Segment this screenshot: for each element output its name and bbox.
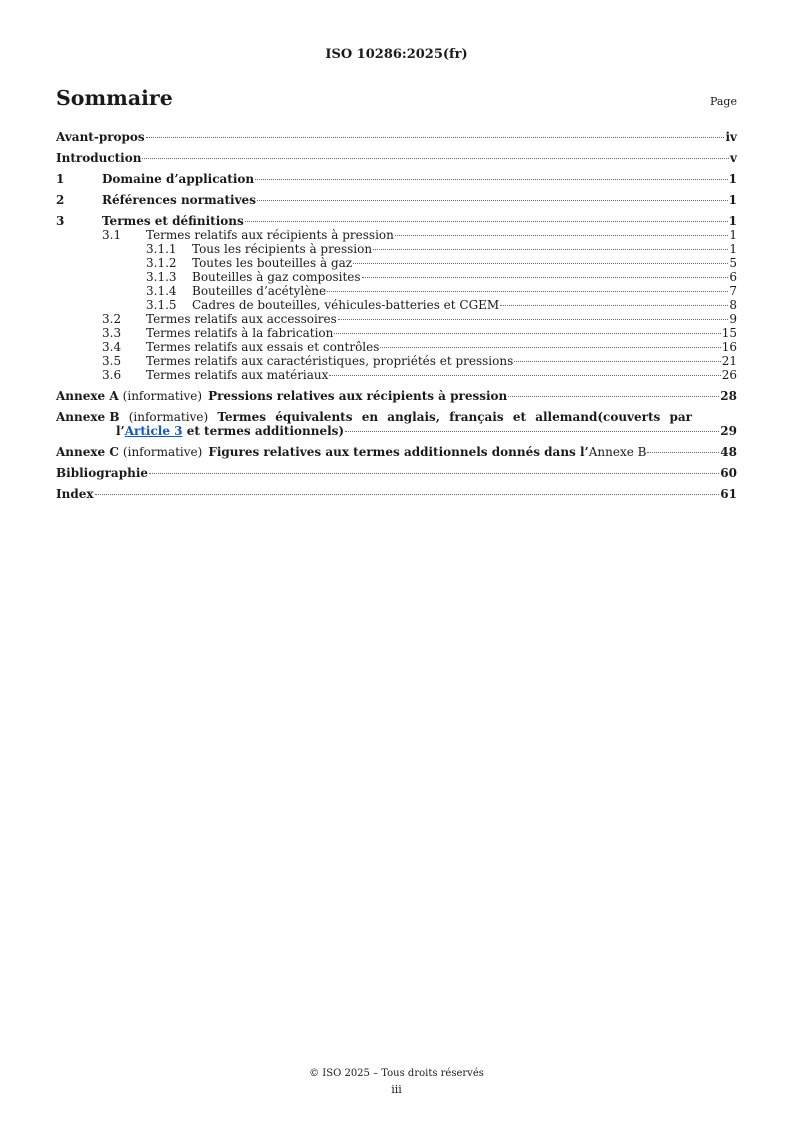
annex-kind: (informative) bbox=[128, 410, 209, 424]
toc-page-number: 1 bbox=[728, 172, 737, 186]
annex-title-word: et bbox=[512, 410, 526, 424]
toc-entry-section-3-1-2[interactable] bbox=[56, 256, 737, 270]
annex-b-second-line bbox=[56, 424, 737, 438]
toc-page-number: 61 bbox=[720, 487, 737, 501]
annex-title-word: équivalents bbox=[275, 410, 353, 424]
toc-page-number: 29 bbox=[720, 424, 737, 438]
toc-entry-number: 3.1.4 bbox=[146, 284, 177, 298]
annex-title-word: en bbox=[361, 410, 379, 424]
annex-title-word: allemand(couverts bbox=[535, 410, 661, 424]
dot-leader bbox=[257, 200, 728, 201]
dot-leader bbox=[514, 361, 720, 362]
dot-leader bbox=[508, 396, 719, 397]
toc-entry-section-3-4[interactable] bbox=[56, 340, 737, 354]
dot-leader bbox=[647, 452, 719, 453]
toc-entry-text: Termes relatifs à la fabrication bbox=[146, 326, 334, 340]
copyright-notice: © ISO 2025 – Tous droits réservés bbox=[309, 1068, 484, 1079]
toc-entry-section-3[interactable] bbox=[56, 214, 737, 228]
toc-entry-section-3-1-1[interactable] bbox=[56, 242, 737, 256]
toc-entry-number: 3.3 bbox=[102, 326, 122, 340]
toc-entry-number: 3.1.5 bbox=[146, 298, 177, 312]
toc-entry-section-3-2[interactable] bbox=[56, 312, 737, 326]
dot-leader bbox=[395, 235, 728, 236]
toc-entry-number: 3.1.1 bbox=[146, 242, 177, 256]
toc-entry-text: Figures relatives aux termes additionnels donnés dans l’ bbox=[208, 445, 589, 459]
toc-entry-text: Cadres de bouteilles, véhicules-batteries et CGEM bbox=[192, 298, 500, 312]
toc-entry-annexe-c[interactable] bbox=[56, 445, 737, 459]
annex-reference: Annexe B bbox=[588, 445, 647, 459]
dot-leader bbox=[373, 249, 728, 250]
dot-leader bbox=[380, 347, 720, 348]
dot-leader bbox=[345, 431, 719, 432]
dot-leader bbox=[353, 263, 728, 264]
toc-entry-section-3-3[interactable] bbox=[56, 326, 737, 340]
page-column-label: Page bbox=[709, 95, 737, 108]
toc-entry-text: Index bbox=[56, 487, 94, 501]
toc-page-number: 60 bbox=[720, 466, 737, 480]
annex-b-first-line bbox=[56, 410, 692, 424]
toc-page-number: 1 bbox=[728, 214, 737, 228]
toc-entry-number: 3.1.3 bbox=[146, 270, 177, 284]
toc-entry-text: Tous les récipients à pression bbox=[192, 242, 373, 256]
toc-entry-text: Bibliographie bbox=[56, 466, 149, 480]
toc-entry-text: Références normatives bbox=[102, 193, 256, 207]
toc-entry-number: 3.1.2 bbox=[146, 256, 177, 270]
toc-page-number: 1 bbox=[729, 242, 737, 256]
toc-entry-section-3-1-3[interactable] bbox=[56, 270, 737, 284]
toc-entry-text: Termes et définitions bbox=[102, 214, 244, 228]
toc-page-number: 7 bbox=[729, 284, 737, 298]
toc-entry-text: Termes relatifs aux accessoires bbox=[146, 312, 337, 326]
toc-entry-text: Avant-propos bbox=[56, 130, 145, 144]
dot-leader bbox=[255, 179, 728, 180]
toc-entry-number: 3 bbox=[56, 214, 65, 228]
dot-leader bbox=[95, 494, 720, 495]
table-of-contents bbox=[56, 130, 737, 501]
toc-page-number: iv bbox=[725, 130, 737, 144]
dot-leader bbox=[329, 375, 720, 376]
toc-page-number: 15 bbox=[721, 326, 737, 340]
toc-entry-annexe-a[interactable] bbox=[56, 389, 737, 403]
annex-title-prefix: l’ bbox=[116, 424, 125, 438]
toc-entry-text: Pressions relatives aux récipients à pression bbox=[208, 389, 508, 403]
toc-page-number: 48 bbox=[720, 445, 737, 459]
dot-leader bbox=[500, 305, 728, 306]
annex-title-word: par bbox=[669, 410, 692, 424]
toc-entry-text: Termes relatifs aux récipients à pression bbox=[146, 228, 394, 242]
document-header: ISO 10286:2025(fr) bbox=[325, 47, 468, 62]
page-title: Sommaire bbox=[56, 86, 173, 110]
dot-leader bbox=[149, 473, 719, 474]
toc-entry-section-3-1-5[interactable] bbox=[56, 298, 737, 312]
page-footer bbox=[0, 1068, 793, 1096]
annex-label: Annexe C bbox=[56, 445, 119, 459]
toc-page-number: 21 bbox=[721, 354, 737, 368]
annex-title-word: anglais, bbox=[387, 410, 440, 424]
toc-page-number: 1 bbox=[728, 193, 737, 207]
dot-leader bbox=[362, 277, 729, 278]
annex-title-suffix: et termes additionnels) bbox=[182, 424, 345, 438]
toc-page-number: 1 bbox=[729, 228, 737, 242]
toc-page-number: v bbox=[730, 151, 737, 165]
toc-entry-number: 1 bbox=[56, 172, 65, 186]
toc-entry-avant-propos[interactable] bbox=[56, 130, 737, 144]
toc-entry-text: Termes relatifs aux caractéristiques, propriétés et pressions bbox=[146, 354, 514, 368]
toc-page-number: 9 bbox=[729, 312, 737, 326]
toc-entry-text: Domaine d’application bbox=[102, 172, 255, 186]
toc-entry-introduction[interactable] bbox=[56, 151, 737, 165]
title-row bbox=[56, 86, 737, 110]
annex-title-word: français bbox=[449, 410, 504, 424]
dot-leader bbox=[327, 291, 728, 292]
dot-leader bbox=[334, 333, 720, 334]
toc-entry-section-3-1[interactable] bbox=[56, 228, 737, 242]
toc-entry-text: Toutes les bouteilles à gaz bbox=[192, 256, 353, 270]
toc-entry-section-3-5[interactable] bbox=[56, 354, 737, 368]
annex-title-word: Termes bbox=[217, 410, 266, 424]
dot-leader bbox=[245, 221, 728, 222]
toc-page-number: 16 bbox=[721, 340, 737, 354]
annex-kind: (informative) bbox=[122, 445, 203, 459]
toc-entry-number: 3.4 bbox=[102, 340, 122, 354]
toc-entry-section-1[interactable] bbox=[56, 172, 737, 186]
toc-entry-section-3-6[interactable] bbox=[56, 368, 737, 382]
toc-entry-number: 3.6 bbox=[102, 368, 122, 382]
toc-entry-number: 3.2 bbox=[102, 312, 122, 326]
toc-entry-section-2[interactable] bbox=[56, 193, 737, 207]
toc-entry-text: Termes relatifs aux matériaux bbox=[146, 368, 329, 382]
toc-entry-text: Termes relatifs aux essais et contrôles bbox=[146, 340, 380, 354]
toc-entry-text: Bouteilles d’acétylène bbox=[192, 284, 327, 298]
page-number: iii bbox=[391, 1083, 402, 1096]
toc-page-number: 26 bbox=[721, 368, 737, 382]
toc-entry-number: 3.1 bbox=[102, 228, 122, 242]
annex-label: Annexe A bbox=[56, 389, 119, 403]
article-3-link[interactable]: Article 3 bbox=[124, 424, 183, 438]
toc-entry-index[interactable] bbox=[56, 487, 737, 501]
annex-label: Annexe B bbox=[56, 410, 120, 424]
toc-entry-text: Introduction bbox=[56, 151, 142, 165]
toc-page-number: 28 bbox=[720, 389, 737, 403]
toc-entry-annexe-b[interactable] bbox=[56, 410, 737, 438]
toc-page-number: 5 bbox=[729, 256, 737, 270]
toc-page-number: 8 bbox=[729, 298, 737, 312]
toc-entry-section-3-1-4[interactable] bbox=[56, 284, 737, 298]
toc-page-number: 6 bbox=[729, 270, 737, 284]
toc-entry-number: 2 bbox=[56, 193, 65, 207]
dot-leader bbox=[142, 158, 729, 159]
toc-entry-text: Bouteilles à gaz composites bbox=[192, 270, 361, 284]
annex-kind: (informative) bbox=[122, 389, 203, 403]
dot-leader bbox=[146, 137, 725, 138]
toc-entry-bibliographie[interactable] bbox=[56, 466, 737, 480]
dot-leader bbox=[338, 319, 729, 320]
toc-entry-number: 3.5 bbox=[102, 354, 122, 368]
